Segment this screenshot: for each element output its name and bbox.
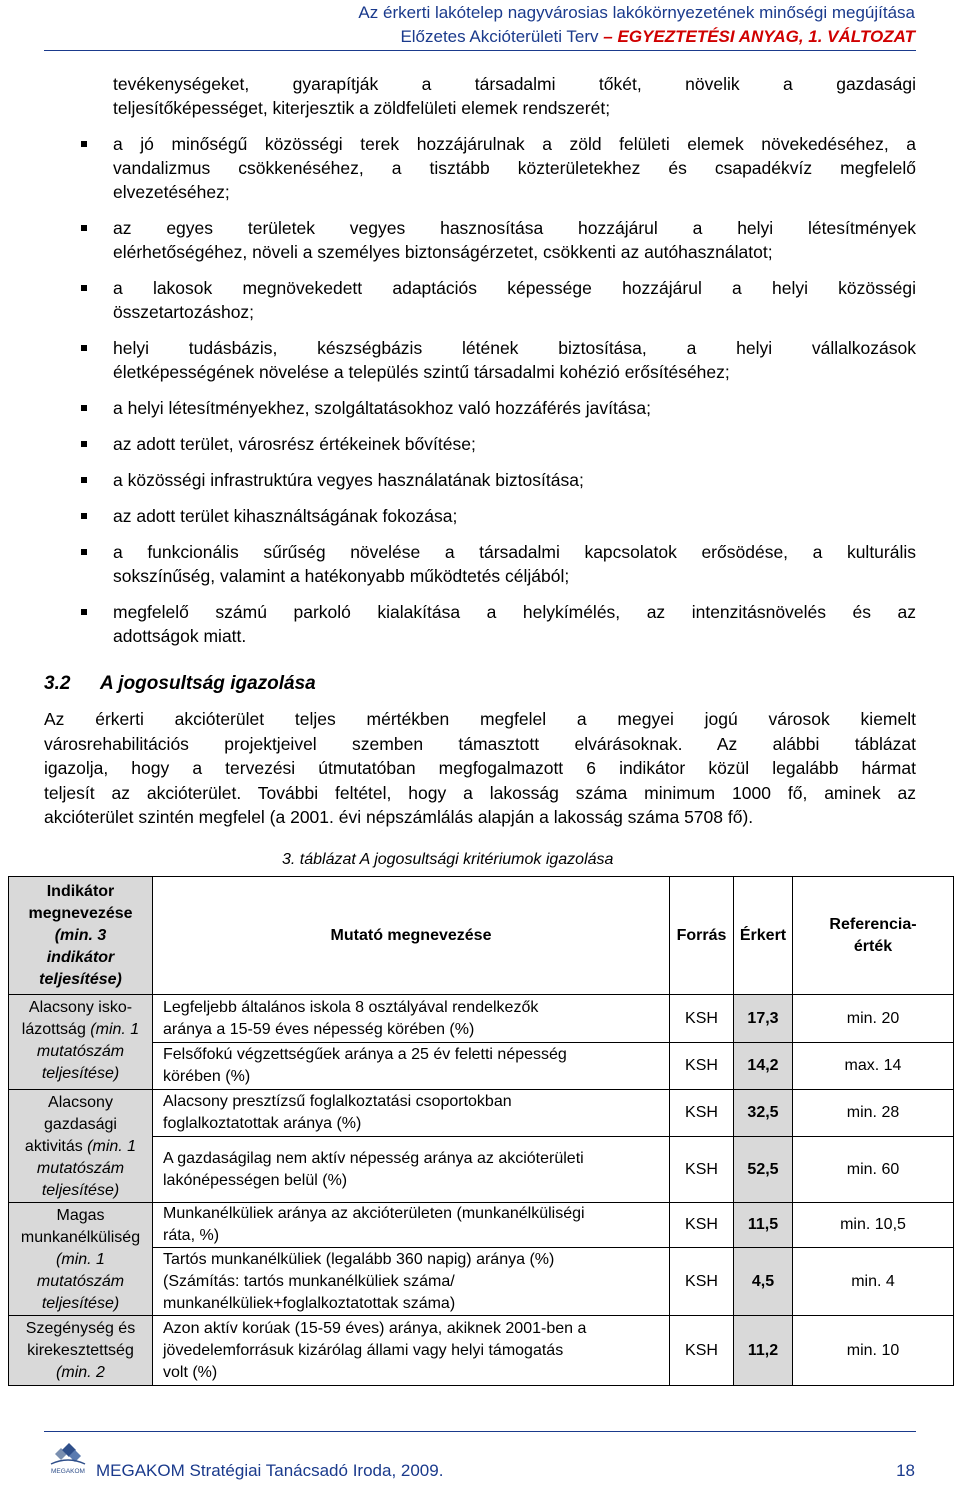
- forras-cell: KSH: [670, 1090, 734, 1137]
- bullet-marker: [81, 285, 87, 291]
- indicator-qualifier-line: teljesítése): [41, 1295, 120, 1312]
- indicator-text: Alacsony: [48, 1094, 113, 1111]
- header-subtitle-plain: Előzetes Akcióterületi Terv: [400, 27, 599, 46]
- table-row: [9, 995, 954, 1043]
- list-item-line: összetartozáshoz;: [113, 302, 255, 322]
- indicator-line: [9, 1092, 152, 1114]
- mutato-line: Felsőfokú végzettségűek aránya a 25 év feletti népesség: [163, 1046, 567, 1063]
- forras-cell: KSH: [670, 1137, 734, 1203]
- table-header-row: [9, 877, 954, 995]
- list-item-line: a helyi létesítményekhez, szolgáltatásokhoz való hozzáférés javítása;: [113, 398, 651, 418]
- mutato-line: munkanélküliek+foglalkoztatottak száma): [163, 1294, 456, 1312]
- mutato-cell: [153, 1043, 670, 1090]
- mutato-line: lakónépességen belül (%): [163, 1171, 348, 1189]
- indicator-cell: [9, 1090, 153, 1203]
- footer-text: MEGAKOM Stratégiai Tanácsadó Iroda, 2009.: [96, 1461, 444, 1480]
- header-reference: [793, 877, 954, 995]
- reference-value: min. 28: [793, 1090, 954, 1137]
- forras-cell: KSH: [670, 1316, 734, 1386]
- indicator-line: [9, 1340, 152, 1362]
- header-indicator-line: megnevezése: [28, 904, 133, 922]
- list-item-line: a közösségi infrastruktúra vegyes használatának biztosítása;: [113, 470, 584, 490]
- indicator-qualifier-line: mutatószám: [36, 1160, 125, 1177]
- header-indicator-line: Indikátor: [46, 882, 115, 900]
- bullet-marker: [81, 405, 87, 411]
- indicator-line: [9, 1227, 152, 1249]
- mutato-line: (Számítás: tartós munkanélküliek száma/: [163, 1272, 455, 1290]
- erkert-value: 52,5: [734, 1137, 793, 1203]
- indicator-text: Alacsony isko-: [28, 999, 133, 1016]
- mutato-cell: [153, 1137, 670, 1203]
- reference-value: min. 4: [793, 1248, 954, 1316]
- table-caption: 3. táblázat A jogosultsági kritériumok igazolása: [282, 851, 614, 868]
- mutato-line: Legfeljebb általános iskola 8 osztályával rendelkezők: [163, 998, 539, 1016]
- logo-text: MEGAKOM: [51, 1468, 85, 1475]
- reference-value: min. 10,5: [793, 1203, 954, 1248]
- reference-value: min. 10: [793, 1316, 954, 1386]
- list-item-line: helyi tudásbázis, készségbázis létének biztosítása, a helyi vállalkozások: [113, 338, 916, 358]
- header-title: Az érkerti lakótelep nagyvárosias lakókörnyezetének minőségi megújítása: [358, 3, 915, 22]
- header-indicator-line: indikátor: [46, 948, 115, 966]
- section-paragraph: [44, 707, 916, 830]
- list-item-line: megfelelő számú parkoló kialakítása a helykímélés, az intenzitásnövelés és az: [113, 602, 916, 622]
- bullet-marker: [81, 513, 87, 519]
- indicator-qualifier-line: mutatószám: [36, 1043, 125, 1060]
- bullet-marker: [81, 345, 87, 351]
- list-item-line: sokszínűség, valamint a hatékonyabb működtetés céljából;: [113, 566, 570, 586]
- indicator-cell: [9, 1203, 153, 1316]
- mutato-line: Munkanélküliek aránya az akcióterületen (munkanélküliségi: [163, 1205, 585, 1222]
- mutato-line: ráta, %): [163, 1227, 220, 1244]
- paragraph-line: teljesít az akcióterület. További feltétel, hogy a lakosság száma minimum 1000 fő, aminek az: [44, 782, 916, 803]
- mutato-cell: [153, 995, 670, 1043]
- bullet-marker: [81, 225, 87, 231]
- erkert-value: 11,5: [734, 1203, 793, 1248]
- list-item-line: életképességének növelése a település szintű társadalmi kohézió erősítéséhez;: [113, 362, 730, 382]
- list-item: [113, 72, 916, 120]
- indicator-text: Szegénység és: [25, 1320, 136, 1337]
- list-item-line: a jó minőségű közösségi terek hozzájárulnak a zöld felületi elemek növekedéséhez, a: [113, 134, 916, 154]
- indicator-text: lázottság: [21, 1021, 86, 1038]
- indicator-line: [9, 1205, 152, 1227]
- indicator-qualifier-line: teljesítése): [41, 1182, 120, 1199]
- header-subtitle-status: – EGYEZTETÉSI ANYAG, 1. VÁLTOZAT: [603, 27, 915, 46]
- reference-value: min. 20: [793, 995, 954, 1043]
- list-item: [113, 132, 916, 204]
- erkert-value: 11,2: [734, 1316, 793, 1386]
- list-item: [113, 276, 916, 324]
- header-indicator: [9, 877, 153, 995]
- list-item-line: teljesítőképességet, kiterjesztik a zöldfelületi elemek rendszerét;: [113, 98, 611, 118]
- mutato-line: A gazdaságilag nem aktív népesség aránya az akcióterületi: [163, 1149, 584, 1167]
- criteria-table: [8, 876, 954, 1386]
- list-item: [113, 468, 916, 492]
- header-indicator-line: teljesítése): [39, 970, 122, 988]
- list-item-line: a funkcionális sűrűség növelése a társadalmi kapcsolatok erősödése, a kulturális: [113, 542, 916, 562]
- mutato-cell: [153, 1316, 670, 1386]
- mutato-line: Tartós munkanélküliek (legalább 360 napig) aránya (%): [163, 1250, 555, 1268]
- indicator-line: [9, 1019, 152, 1041]
- table-row: [9, 1203, 954, 1248]
- list-item: [113, 216, 916, 264]
- table-row: [9, 1090, 954, 1137]
- bullet-marker: [81, 141, 87, 147]
- header-mutato: Mutató megnevezése: [153, 877, 670, 995]
- bullet-marker: [81, 441, 87, 447]
- indicator-qualifier-line: (min. 2: [56, 1364, 105, 1381]
- indicator-line: [9, 1136, 152, 1158]
- erkert-value: 17,3: [734, 995, 793, 1043]
- header-forras: Forrás: [670, 877, 734, 995]
- erkert-value: 4,5: [734, 1248, 793, 1316]
- reference-value: min. 60: [793, 1137, 954, 1203]
- indicator-cell: [9, 1316, 153, 1386]
- list-item: [113, 336, 916, 384]
- forras-cell: KSH: [670, 1203, 734, 1248]
- indicator-text: kirekesztettség: [27, 1342, 134, 1359]
- section-number: 3.2: [44, 673, 71, 694]
- mutato-line: Azon aktív korúak (15-59 éves) aránya, akiknek 2001-ben a: [163, 1319, 587, 1337]
- list-item: [113, 396, 916, 420]
- list-item-line: az adott terület, városrész értékeinek bővítése;: [113, 434, 476, 454]
- mutato-cell: [153, 1090, 670, 1137]
- paragraph-line: akcióterület szintén megfelel (a 2001. évi népszámlálás alapján a lakosság száma 5708 fő).: [44, 807, 754, 827]
- reference-value: max. 14: [793, 1043, 954, 1090]
- list-item-line: elérhetőségéhez, növeli a személyes biztonságérzetet, csökkenti az autóhasználatot;: [113, 242, 773, 262]
- indicator-line: [9, 1114, 152, 1136]
- mutato-line: aránya a 15-59 éves népesség körében (%): [163, 1020, 475, 1038]
- forras-cell: KSH: [670, 1043, 734, 1090]
- list-item: [113, 432, 916, 456]
- indicator-text: aktivitás: [24, 1138, 83, 1155]
- megakom-logo-icon: [47, 1434, 89, 1476]
- erkert-value: 32,5: [734, 1090, 793, 1137]
- header-indicator-line: (min. 3: [54, 926, 107, 944]
- indicator-text: Magas: [56, 1207, 105, 1224]
- bullet-marker: [81, 609, 87, 615]
- list-item-line: az egyes területek vegyes hasznosítása hozzájárul a helyi létesítmények: [113, 218, 916, 238]
- mutato-line: volt (%): [163, 1363, 218, 1381]
- mutato-line: Alacsony presztízsű foglalkoztatási csoportokban: [163, 1093, 512, 1111]
- mutato-cell: [153, 1248, 670, 1316]
- section-title: A jogosultság igazolása: [100, 673, 316, 694]
- list-item: [113, 540, 916, 588]
- mutato-cell: [153, 1203, 670, 1248]
- footer-divider: [44, 1431, 916, 1432]
- section-heading: [44, 672, 316, 696]
- paragraph-line: Az érkerti akcióterület teljes mértékben megfelel a megyei jogú városok kiemelt: [44, 709, 916, 729]
- list-item-line: elvezetéséhez;: [113, 182, 230, 202]
- list-item-line: vandalizmus csökkenéséhez, a tisztább közterületekhez és csapadékvíz megfelelő: [113, 158, 916, 178]
- mutato-line: jövedelemforrásuk kizárólag állami vagy helyi támogatás: [163, 1341, 564, 1359]
- header-divider: [44, 50, 916, 51]
- indicator-text: gazdasági: [44, 1116, 117, 1133]
- list-item: [113, 600, 916, 648]
- erkert-value: 14,2: [734, 1043, 793, 1090]
- page-number: 18: [896, 1461, 915, 1480]
- mutato-line: körében (%): [163, 1068, 251, 1085]
- list-item-line: a lakosok megnövekedett adaptációs képessége hozzájárul a helyi közösségi: [113, 278, 916, 298]
- indicator-line: [9, 1318, 152, 1340]
- header-subtitle: [155, 26, 915, 48]
- list-item-line: az adott terület kihasználtságának fokozása;: [113, 506, 458, 526]
- header-reference-line: Referencia-: [829, 915, 917, 933]
- indicator-line: [9, 997, 152, 1019]
- indicator-qualifier-line: (min. 1: [56, 1251, 105, 1268]
- indicator-qualifier: (min. 1: [87, 1138, 137, 1155]
- table-row: [9, 1316, 954, 1386]
- header-reference-line: érték: [853, 937, 893, 955]
- indicator-qualifier-line: mutatószám: [36, 1273, 125, 1290]
- forras-cell: KSH: [670, 995, 734, 1043]
- indicator-text: munkanélküliség: [20, 1229, 141, 1246]
- paragraph-line: igazolja, hogy a tervezési útmutatóban megfogalmazott 6 indikátor közül legalább hármat: [44, 758, 916, 778]
- header-erkert: Érkert: [734, 877, 793, 995]
- forras-cell: KSH: [670, 1248, 734, 1316]
- list-item: [113, 504, 916, 528]
- indicator-qualifier-line: teljesítése): [41, 1065, 120, 1082]
- bullet-marker: [81, 549, 87, 555]
- paragraph-line: városrehabilitációs projektjeivel szemben támasztott elvárásoknak. Az alábbi táblázat: [44, 733, 916, 754]
- list-item-line: tevékenységeket, gyarapítják a társadalmi tőkét, növelik a gazdasági: [113, 74, 916, 94]
- indicator-qualifier: (min. 1: [90, 1021, 140, 1038]
- indicator-cell: [9, 995, 153, 1090]
- bullet-marker: [81, 477, 87, 483]
- list-item-line: adottságok miatt.: [113, 626, 247, 646]
- mutato-line: foglalkoztatottak aránya (%): [163, 1115, 362, 1133]
